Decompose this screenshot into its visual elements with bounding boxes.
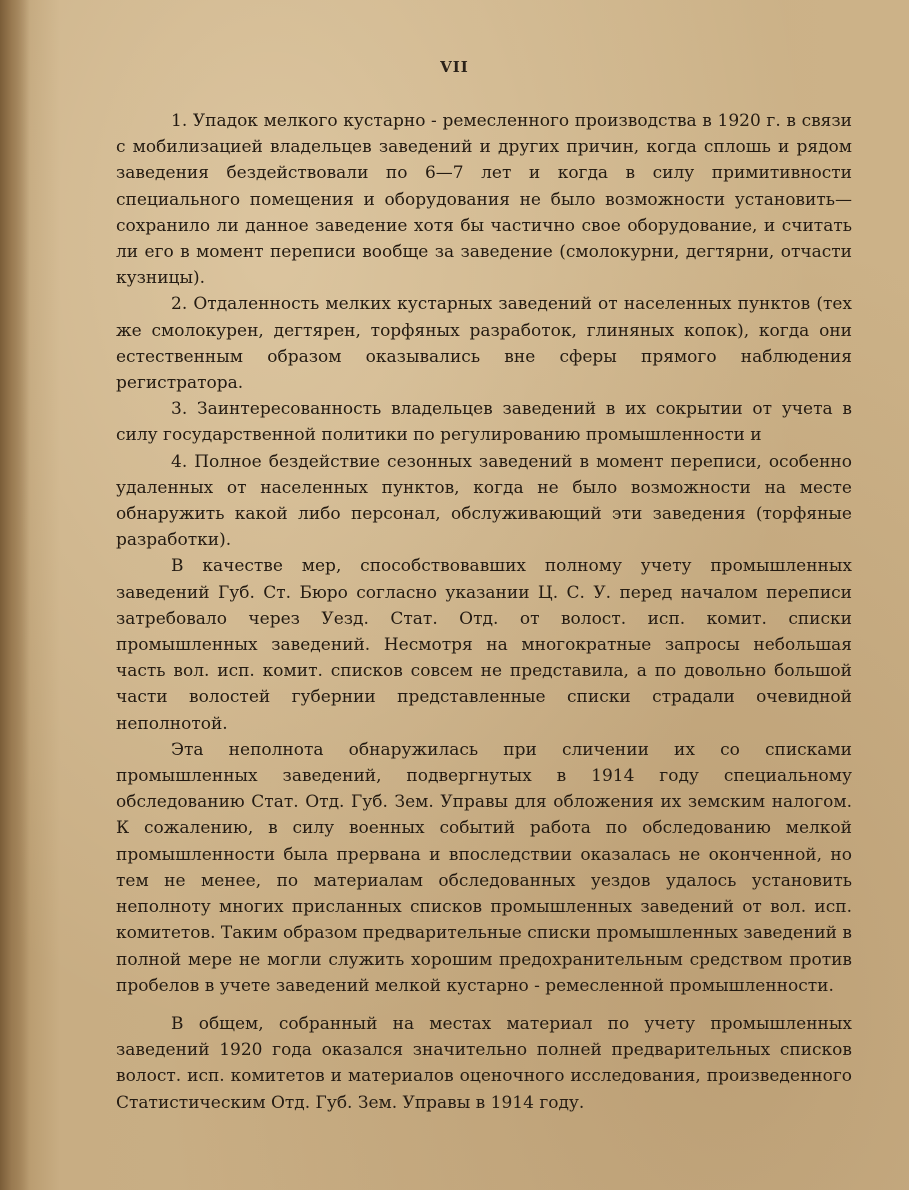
paragraph-4: 4. Полное бездействие сезонных заведений в момент переписи, особенно удаленных от населенных пунктов, когда не было возможности на месте обнаружить какой либо персонал, обслуживающий эти заведения (торфяные разработки).: [116, 451, 852, 551]
page-spine-shadow: [0, 0, 30, 1190]
body-text: [116, 108, 852, 1116]
paragraph-5: В качестве мер, способствовавших полному учету промышленных заведений Губ. Ст. Бюро согласно указании Ц. С. У. перед началом переписи затребовало через Уезд. Стат. Отд. от волост. исп. комит. списки промышленных заведений. Несмотря на многократные запросы небольшая часть вол. исп. комит. списков совсем не представила, а по довольно большой части волостей губернии представленные списки страдали очевидной неполнотой.: [116, 556, 852, 734]
page-number: VII: [440, 58, 469, 76]
paragraph-3: 3. Заинтересованность владельцев заведений в их сокрытии от учета в силу государственной политики по регулированию промышленности и: [116, 399, 852, 446]
paragraph-1: 1. Упадок мелкого кустарно - ремесленного производства в 1920 г. в связи с мобилизацией владельцев заведений и других причин, когда сплошь и рядом заведения бездействовали по 6—7 лет и когда в силу примитивности специального помещения и оборудования не было возможности установить—сохранило ли данное заведение хотя бы частично свое оборудование, и считать ли его в момент переписи вообще за заведение (смолокурни, дегтярни, отчасти кузницы).: [116, 111, 852, 289]
paragraph-2: 2. Отдаленность мелких кустарных заведений от населенных пунктов (тех же смолокурен, дегтярен, торфяных разработок, глиняных копок), когда они естественным образом оказывались вне сферы прямого наблюдения регистратора.: [116, 294, 852, 394]
paragraph-7: В общем, собранный на местах материал по учету промышленных заведений 1920 года оказался значительно полней предварительных списков волост. исп. комитетов и материалов оценочного исследования, произведенного Статистическим Отд. Губ. Зем. Управы в 1914 году.: [116, 1013, 852, 1113]
paragraph-6: Эта неполнота обнаружилась при сличении их со списками промышленных заведений, подвергнутых в 1914 году специальному обследованию Стат. Отд. Губ. Зем. Управы для обложения их земским налогом. К сожалению, в силу военных событий работа по обследованию мелкой промышленности была прервана и впоследствии оказалась не оконченной, но тем не менее, по материалам обследованных уездов удалось установить неполноту многих присланных списков промышленных заведений от вол. исп. комитетов. Таким образом предварительные списки промышленных заведений в полной мере не могли служить хорошим предохранительным средством против пробелов в учете заведений мелкой кустарно - ремесленной промышленности.: [116, 739, 852, 996]
